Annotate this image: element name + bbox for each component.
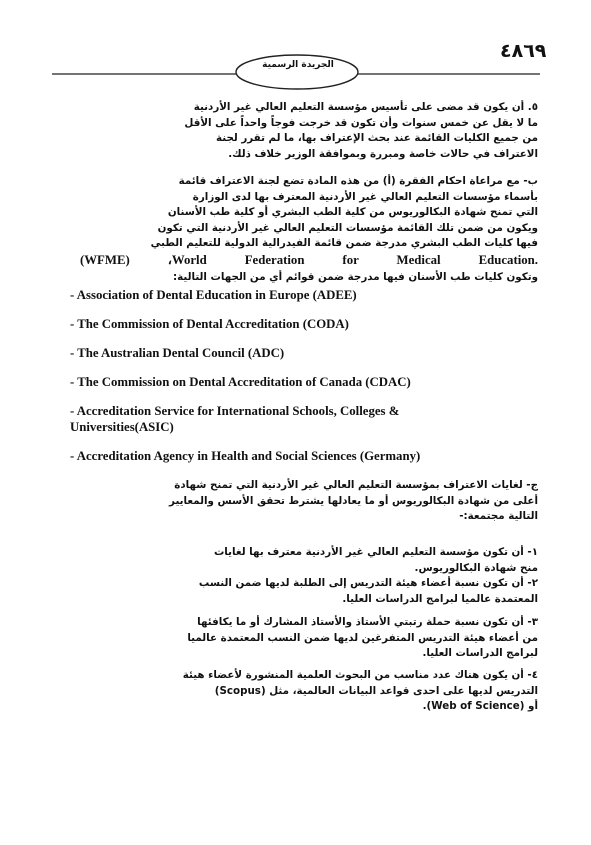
paragraph-j: ج- لغايات الاعتراف بمؤسسة التعليم العالي غير الأردنية التي تمنح شهادة أعلى من شهادة البكالوريوس أو ما يعادلها يشترط تحقق الأسس والمعايير التالية مجتمعة:- [169,479,538,522]
condition-3: ٣- أن تكون نسبة حملة رتبتي الأستاذ والأستاذ المشارك أو ما يكافئها من أعضاء هيئة التدريس المتفرغين لديها ضمن النسب المعتمدة عالميا لبرامج الدراسات العليا. [187,616,538,659]
agency-item: - Accreditation Agency in Health and Social Sciences (Germany) [70,449,421,463]
wfme-line: (WFME) ،World Federation for Medical Education. [80,253,538,267]
page-header [0,0,591,95]
paragraph-5: ٥. أن يكون قد مضى على تأسيس مؤسسة التعليم العالي غير الأردنية ما لا يقل عن خمس سنوات وأن تكون قد خرجت فوجاً واحداً على الأقل من جميع الكليات القائمة عند بحث الإعتراف بها، ما لم تقرر لجنة الاعتراف في حالات خاصة ومبررة وبموافقة الوزير خلاف ذلك. [184,101,538,160]
agency-item: - The Commission on Dental Accreditation of Canada (CDAC) [70,375,411,389]
agency-item: - Association of Dental Education in Europe (ADEE) [70,288,357,302]
agency-item: - The Commission of Dental Accreditation (CODA) [70,317,349,331]
paragraph-b: ب- مع مراعاة احكام الفقرة (أ) من هذه المادة تضع لجنة الاعتراف قائمة بأسماء مؤسسات التعليم العالي غير الأردنية المعترف بها لدى الوزارة التي تمنح شهادة البكالوريوس من كلية الطب البشري أو كلية طب الأسنان ويكون من ضمن تلك القائمة مؤسسات التعليم العالي غير الأردنية التي تكون فيها كليات الطب البشري مدرجة ضمن قائمة الفيدرالية الدولية للتعليم الطبي [150,175,538,249]
paragraph-b-last-line: وتكون كليات طب الأسنان فيها مدرجة ضمن قوائم أي من الجهات التالية: [173,271,538,283]
agency-item: - The Australian Dental Council (ADC) [70,346,285,360]
agency-item: - Accreditation Service for International Schools, Colleges & Universities(ASIC) [70,404,400,434]
condition-1-2: ١- أن تكون مؤسسة التعليم العالي غير الأردنية معترف بها لغايات منح شهادة البكالوريوس. ٢- أن تكون نسبة أعضاء هيئة التدريس إلى الطلبة لديها ضمن النسب المعتمدة عالميا لبرامج الدراسات العليا. [198,546,538,605]
gazette-title: الجريدة الرسمية [262,60,334,70]
condition-4: ٤- أن يكون هناك عدد مناسب من البحوث العلمية المنشورة لأعضاء هيئة التدريس لديها على احدى قواعد البيانات العالمية، مثل (Scopus) أو (Web of Science). [182,669,538,712]
page-number: ٤٨٦٩ [500,40,547,62]
